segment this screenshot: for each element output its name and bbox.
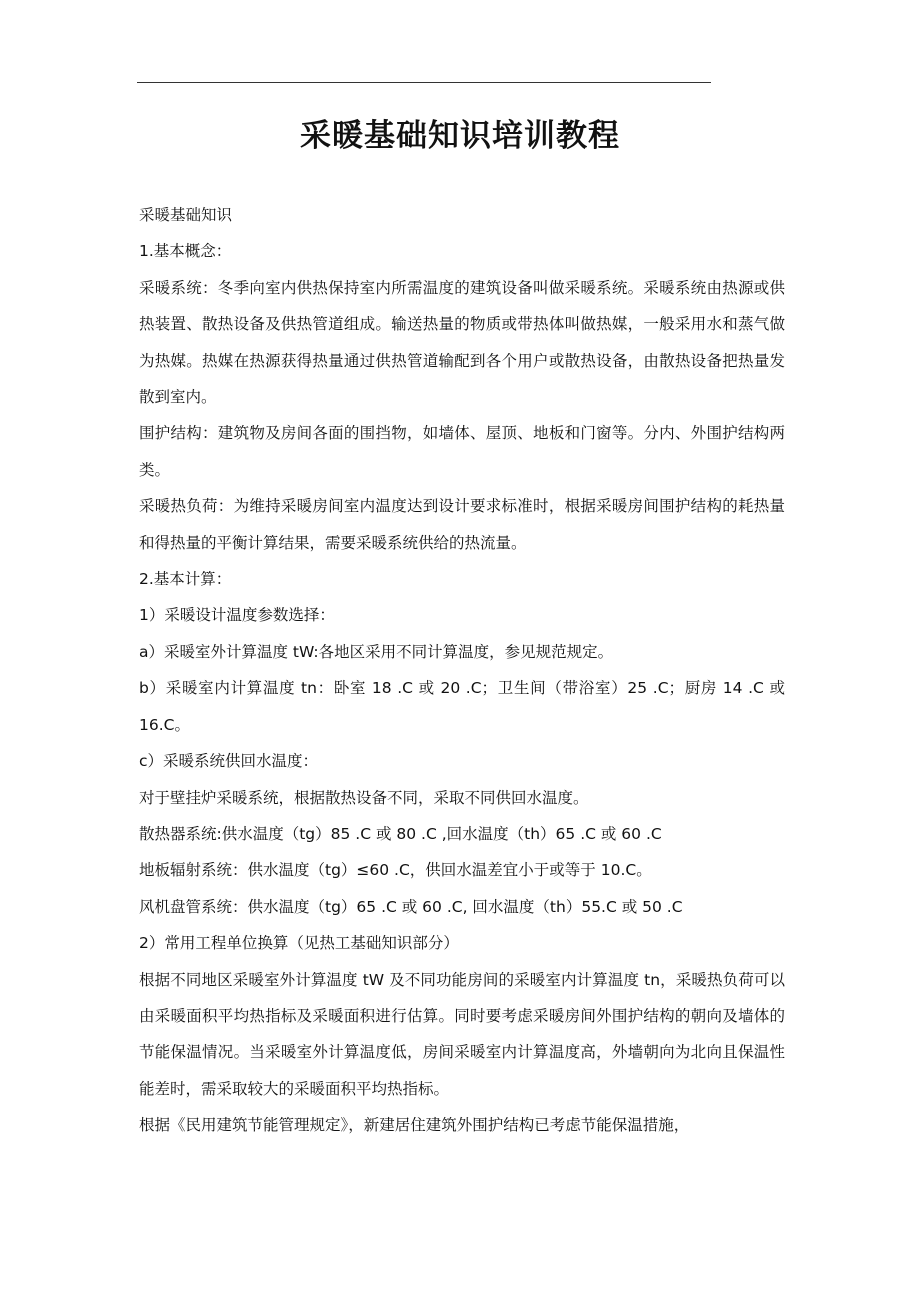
paragraph-wall-boiler: 对于壁挂炉采暖系统，根据散热设备不同，采取不同供回水温度。 bbox=[139, 788, 589, 807]
paragraph-fan-coil-system: 风机盘管系统：供水温度（tg）65 .C 或 60 .C, 回水温度（th）55.C 或 50 .C bbox=[139, 897, 683, 916]
header-rule bbox=[137, 82, 711, 83]
paragraph-energy-regulation: 根据《民用建筑节能管理规定》，新建居住建筑外围护结构已考虑节能保温措施， bbox=[139, 1116, 690, 1135]
paragraph-supply-return-heading: c）采暖系统供回水温度： bbox=[139, 752, 319, 771]
paragraph-radiator-system: 散热器系统:供水温度（tg）85 .C 或 80 .C ,回水温度（th）65 .C 或 60 .C bbox=[139, 824, 662, 843]
paragraph-basic-calc-heading: 2.基本计算： bbox=[139, 570, 232, 589]
paragraph-load-estimation: 根据不同地区采暖室外计算温度 tW 及不同功能房间的采暖室内计算温度 tn，采暖热负荷可以由采暖面积平均热指标及采暖面积进行估算。同时要考虑采暖房间外围护结构的朝向及墙体的节能保温情况。当采暖室外计算温度低，房间采暖室内计算温度高，外墙朝向为北向且保温性能差时，需采取较大的采暖面积平均热指标。 bbox=[139, 970, 785, 1098]
document-body bbox=[139, 197, 785, 1144]
paragraph-outdoor-temp: a）采暖室外计算温度 tW:各地区采用不同计算温度，参见规范规定。 bbox=[139, 642, 614, 661]
paragraph-design-temp-heading: 1）采暖设计温度参数选择： bbox=[139, 606, 335, 625]
paragraph-floor-radiant-system: 地板辐射系统：供水温度（tg）≤60 .C，供回水温差宜小于或等于 10.C。 bbox=[139, 861, 652, 880]
document-title: 采暖基础知识培训教程 bbox=[300, 118, 620, 154]
paragraph-heating-system: 采暖系统：冬季向室内供热保持室内所需温度的建筑设备叫做采暖系统。采暖系统由热源或供热装置、散热设备及供热管道组成。输送热量的物质或带热体叫做热媒，一般采用水和蒸气做为热媒。热媒在热源获得热量通过供热管道输配到各个用户或散热设备，由散热设备把热量发散到室内。 bbox=[139, 278, 785, 407]
paragraph-envelope-structure: 围护结构：建筑物及房间各面的围挡物，如墙体、屋顶、地板和门窗等。分内、外围护结构两类。 bbox=[139, 424, 785, 479]
paragraph-section-heading: 采暖基础知识 bbox=[139, 206, 233, 224]
paragraph-indoor-temp: b）采暖室内计算温度 tn：卧室 18 .C 或 20 .C；卫生间（带浴室）25 .C；厨房 14 .C 或 16.C。 bbox=[139, 679, 785, 734]
paragraph-heating-load: 采暖热负荷：为维持采暖房间室内温度达到设计要求标准时，根据采暖房间围护结构的耗热量和得热量的平衡计算结果，需要采暖系统供给的热流量。 bbox=[139, 497, 785, 552]
paragraph-unit-conversion: 2）常用工程单位换算（见热工基础知识部分） bbox=[139, 934, 459, 953]
paragraph-basic-concepts-heading: 1.基本概念： bbox=[139, 242, 232, 261]
